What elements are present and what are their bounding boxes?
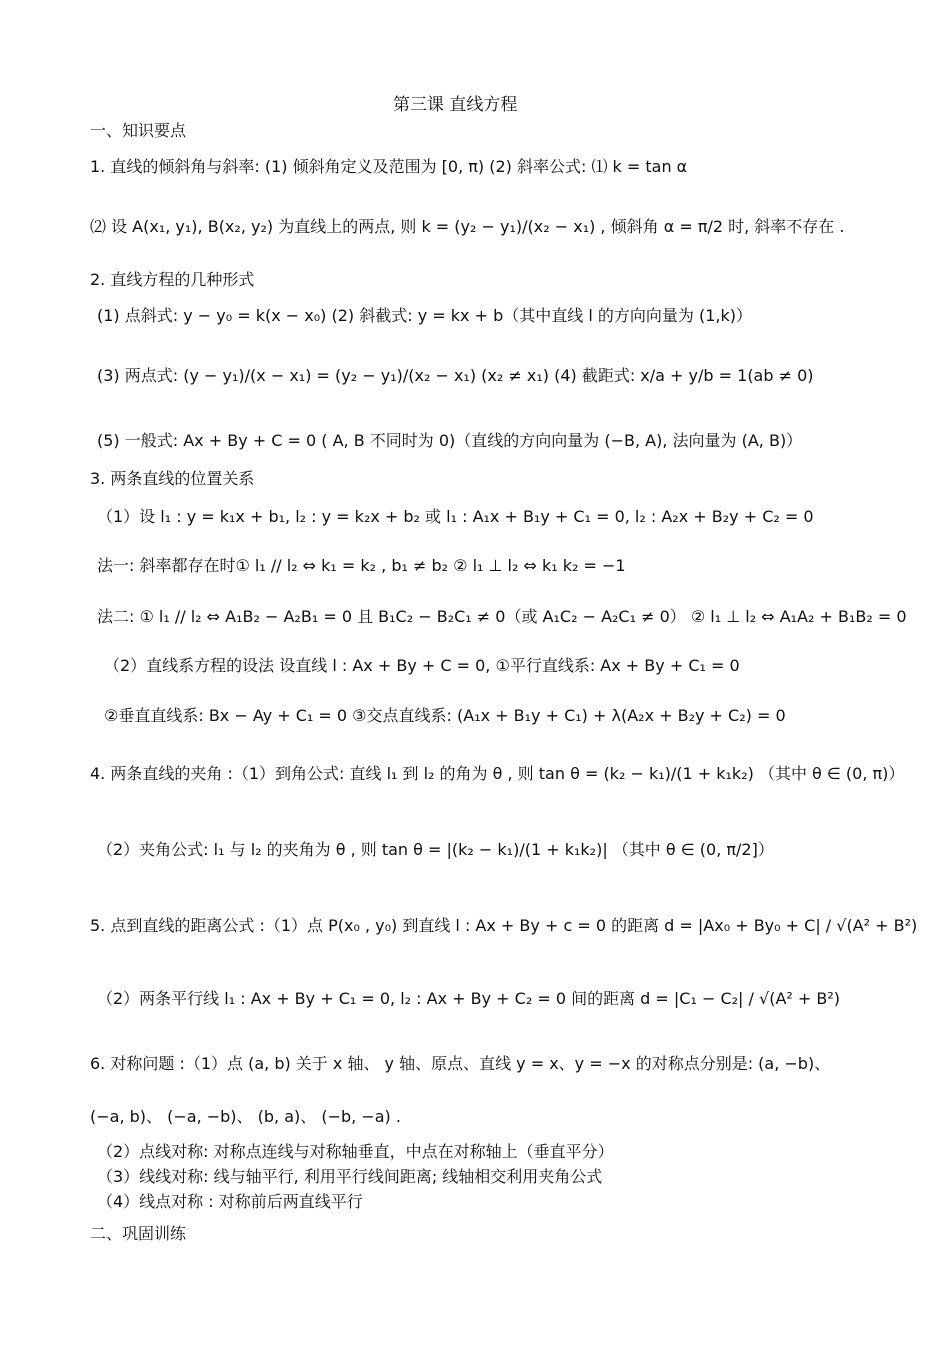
text-line: (−a, b)、 (−a, −b)、 (b, a)、 (−b, −a) . (90, 1107, 401, 1126)
text-line: （2）两条平行线 l₁ : Ax + By + C₁ = 0, l₂ : Ax + By + C₂ = 0 间的距离 d = |C₁ − C₂| / √(A² + B²) (97, 989, 841, 1008)
text-line: （2）直线系方程的设法 设直线 l : Ax + By + C = 0, ①平行直线系: Ax + By + C₁ = 0 (104, 656, 740, 675)
text-line: 6. 对称问题 :（1）点 (a, b) 关于 x 轴、 y 轴、原点、直线 y = x、y = −x 的对称点分别是: (a, −b)、 (90, 1054, 831, 1073)
text-line: 2. 直线方程的几种形式 (90, 270, 255, 289)
text-line: ⑵ 设 A(x₁, y₁), B(x₂, y₂) 为直线上的两点, 则 k = (y₂ − y₁)/(x₂ − x₁) , 倾斜角 α = π/2 时, 斜率不存在 . (90, 217, 845, 236)
page-title: 第三课 直线方程 (393, 95, 518, 115)
text-line: （1）设 l₁ : y = k₁x + b₁, l₂ : y = k₂x + b₂ 或 l₁ : A₁x + B₁y + C₁ = 0, l₂ : A₂x + B₂y + C₂ = 0 (97, 507, 814, 526)
text-line: (1) 点斜式: y − y₀ = k(x − x₀) (2) 斜截式: y = kx + b（其中直线 l 的方向向量为 (1,k)） (97, 306, 752, 325)
text-line: （3）线线对称: 线与轴平行, 利用平行线间距离; 线轴相交利用夹角公式 (97, 1167, 603, 1186)
section-heading-knowledge: 一、知识要点 (90, 121, 187, 140)
text-line: 1. 直线的倾斜角与斜率: (1) 倾斜角定义及范围为 [0, π) (2) 斜率公式: ⑴ k = tan α (90, 157, 688, 176)
text-line: 法一: 斜率都存在时① l₁ // l₂ ⇔ k₁ = k₂ , b₁ ≠ b₂ ② l₁ ⊥ l₂ ⇔ k₁ k₂ = −1 (97, 556, 626, 575)
text-line: (3) 两点式: (y − y₁)/(x − x₁) = (y₂ − y₁)/(x₂ − x₁) (x₂ ≠ x₁) (4) 截距式: x/a + y/b = 1(ab ≠ 0) (97, 366, 814, 385)
text-line: 3. 两条直线的位置关系 (90, 469, 255, 488)
section-heading-practice: 二、巩固训练 (90, 1224, 187, 1243)
text-line: ②垂直直线系: Bx − Ay + C₁ = 0 ③交点直线系: (A₁x + B₁y + C₁) + λ(A₂x + B₂y + C₂) = 0 (104, 706, 786, 725)
text-line: （4）线点对称 : 对称前后两直线平行 (97, 1192, 363, 1211)
text-line: 法二: ① l₁ // l₂ ⇔ A₁B₂ − A₂B₁ = 0 且 B₁C₂ − B₂C₁ ≠ 0（或 A₁C₂ − A₂C₁ ≠ 0） ② l₁ ⊥ l₂ ⇔ A₁A₂ + B₁B₂ = 0 (97, 607, 907, 626)
text-line: (5) 一般式: Ax + By + C = 0 ( A, B 不同时为 0)（直线的方向向量为 (−B, A), 法向量为 (A, B)） (97, 431, 803, 450)
text-line: 5. 点到直线的距离公式 :（1）点 P(x₀ , y₀) 到直线 l : Ax + By + c = 0 的距离 d = |Ax₀ + By₀ + C| / √(A² + B²) (90, 916, 918, 935)
text-line: 4. 两条直线的夹角 :（1）到角公式: 直线 l₁ 到 l₂ 的角为 θ , 则 tan θ = (k₂ − k₁)/(1 + k₁k₂) （其中 θ ∈ (0, π)） (90, 764, 905, 783)
text-line: （2）夹角公式: l₁ 与 l₂ 的夹角为 θ , 则 tan θ = |(k₂ − k₁)/(1 + k₁k₂)| （其中 θ ∈ (0, π/2]） (97, 840, 774, 859)
text-line: （2）点线对称: 对称点连线与对称轴垂直，中点在对称轴上（垂直平分） (97, 1142, 614, 1161)
